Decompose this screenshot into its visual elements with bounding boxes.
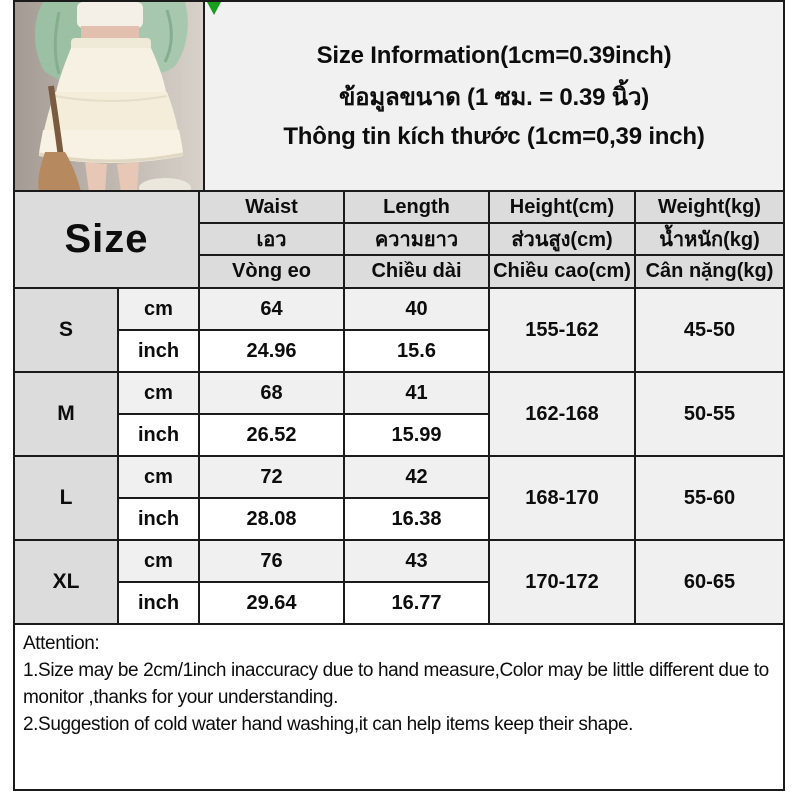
unit-inch: inch <box>119 583 200 625</box>
green-corner-flag <box>207 2 221 15</box>
m-length-cm: 41 <box>345 373 490 415</box>
s-weight: 45-50 <box>636 289 783 373</box>
l-length-cm: 42 <box>345 457 490 499</box>
title-vietnamese: Thông tin kích thước (1cm=0,39 inch) <box>283 122 705 150</box>
size-table <box>15 192 783 625</box>
attention-line-1: 1.Size may be 2cm/1inch inaccuracy due to hand measure,Color may be little different due to monitor ,thanks for your understanding. <box>23 659 769 708</box>
l-weight: 55-60 <box>636 457 783 541</box>
unit-inch: inch <box>119 331 200 373</box>
col-header-weight-vi: Cân nặng(kg) <box>636 256 783 289</box>
l-length-inch: 16.38 <box>345 499 490 541</box>
unit-cm: cm <box>119 289 200 331</box>
attention-line-2: 2.Suggestion of cold water hand washing,it can help items keep their shape. <box>23 713 634 735</box>
title-english: Size Information(1cm=0.39inch) <box>316 41 672 69</box>
unit-inch: inch <box>119 415 200 457</box>
col-header-weight-th: น้ำหนัก(kg) <box>636 224 783 256</box>
m-waist-cm: 68 <box>200 373 345 415</box>
unit-cm: cm <box>119 457 200 499</box>
attention-heading: Attention: <box>23 633 100 654</box>
m-height: 162-168 <box>490 373 636 457</box>
xl-length-cm: 43 <box>345 541 490 583</box>
col-header-waist-vi: Vòng eo <box>200 256 345 289</box>
col-header-length-th: ความยาว <box>345 224 490 256</box>
unit-inch: inch <box>119 499 200 541</box>
s-height: 155-162 <box>490 289 636 373</box>
size-table-corner-label: Size <box>15 192 200 289</box>
m-waist-inch: 26.52 <box>200 415 345 457</box>
row-size-xl: XL <box>15 541 119 625</box>
s-waist-cm: 64 <box>200 289 345 331</box>
col-header-waist-th: เอว <box>200 224 345 256</box>
row-size-m: M <box>15 373 119 457</box>
xl-waist-inch: 29.64 <box>200 583 345 625</box>
title-area <box>205 2 783 190</box>
col-header-waist-en: Waist <box>200 192 345 224</box>
row-size-l: L <box>15 457 119 541</box>
col-header-height-vi: Chiều cao(cm) <box>490 256 636 289</box>
col-header-weight-en: Weight(kg) <box>636 192 783 224</box>
xl-weight: 60-65 <box>636 541 783 625</box>
m-weight: 50-55 <box>636 373 783 457</box>
row-size-s: S <box>15 289 119 373</box>
size-chart-sheet <box>13 0 785 791</box>
col-header-length-en: Length <box>345 192 490 224</box>
top-section <box>15 2 783 192</box>
unit-cm: cm <box>119 541 200 583</box>
xl-height: 170-172 <box>490 541 636 625</box>
title-thai: ข้อมูลขนาด (1 ซม. = 0.39 นิ้ว) <box>338 83 650 111</box>
s-length-cm: 40 <box>345 289 490 331</box>
xl-waist-cm: 76 <box>200 541 345 583</box>
col-header-length-vi: Chiều dài <box>345 256 490 289</box>
l-waist-cm: 72 <box>200 457 345 499</box>
xl-length-inch: 16.77 <box>345 583 490 625</box>
l-waist-inch: 28.08 <box>200 499 345 541</box>
product-photo <box>15 2 205 190</box>
attention-section <box>15 625 783 789</box>
skirt-photo-illustration <box>15 2 205 190</box>
s-waist-inch: 24.96 <box>200 331 345 373</box>
col-header-height-th: ส่วนสูง(cm) <box>490 224 636 256</box>
col-header-height-en: Height(cm) <box>490 192 636 224</box>
l-height: 168-170 <box>490 457 636 541</box>
m-length-inch: 15.99 <box>345 415 490 457</box>
s-length-inch: 15.6 <box>345 331 490 373</box>
unit-cm: cm <box>119 373 200 415</box>
